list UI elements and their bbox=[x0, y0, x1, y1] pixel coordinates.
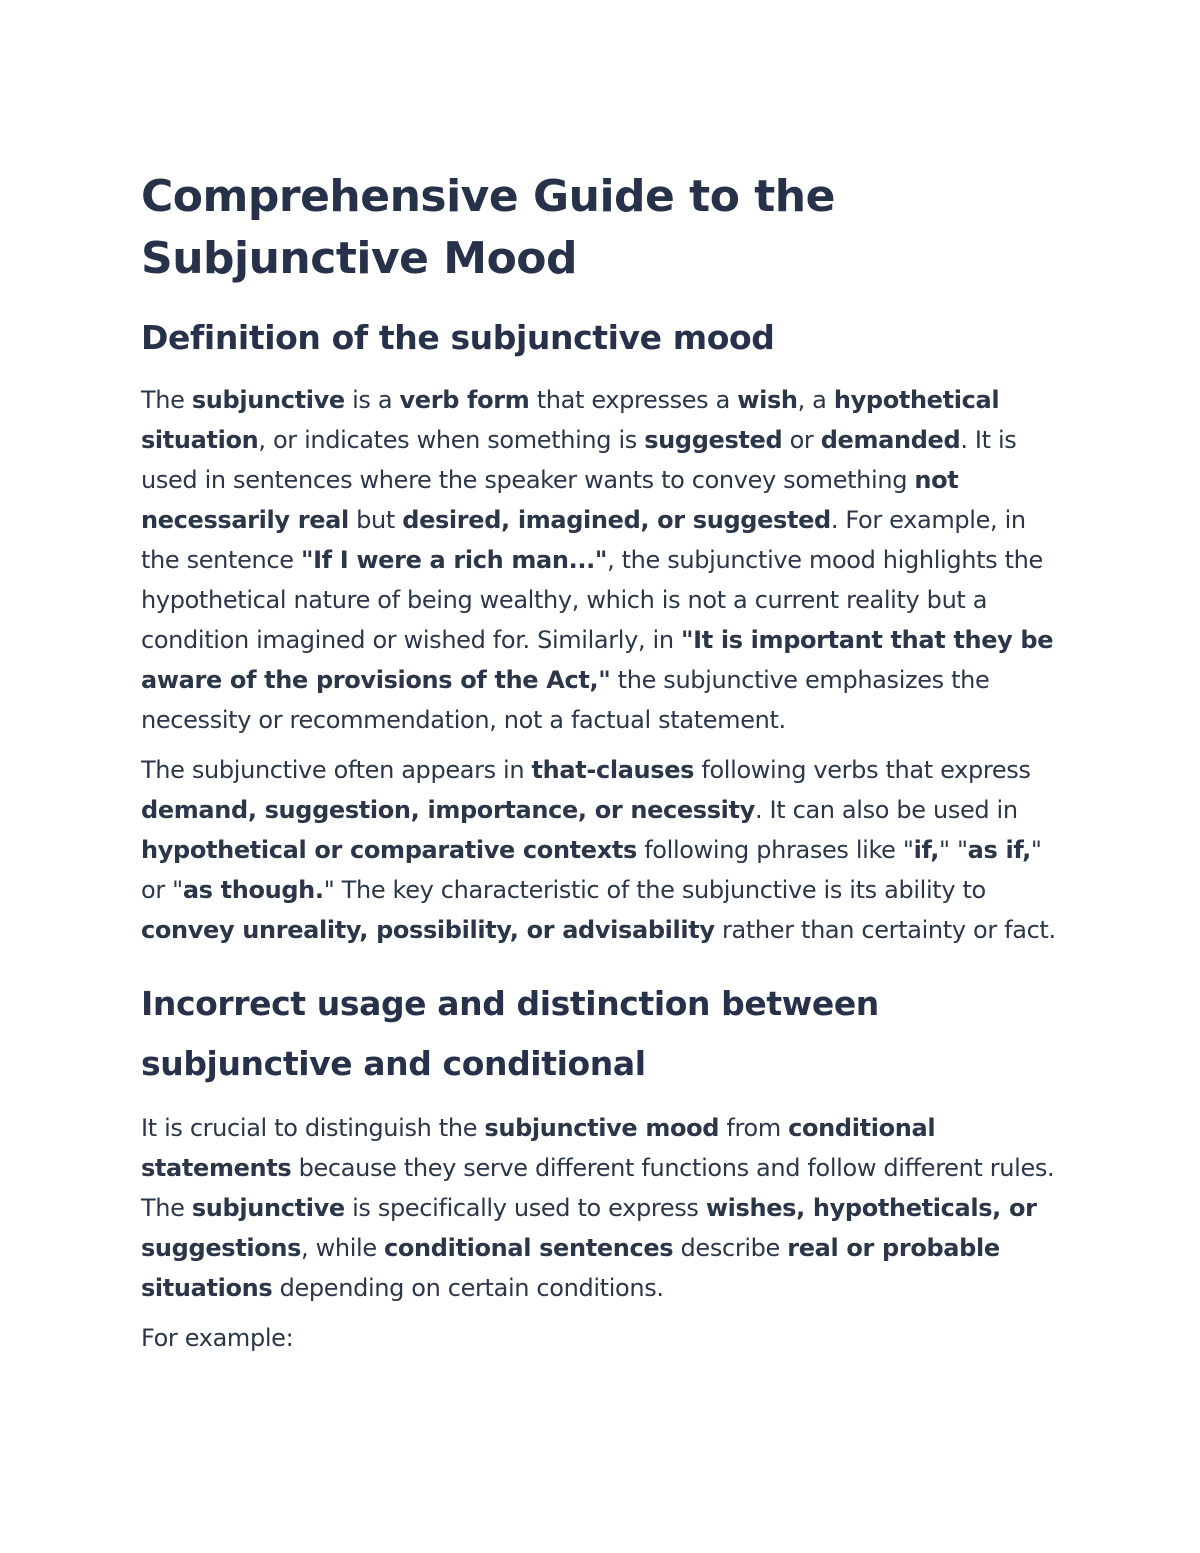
text-run: or bbox=[782, 426, 821, 454]
text-run: is a bbox=[344, 386, 400, 414]
page-title: Comprehensive Guide to the Subjunctive Mood bbox=[141, 171, 835, 284]
text-run: but bbox=[348, 506, 403, 534]
text-run: , while bbox=[301, 1234, 385, 1262]
text-run: " or " bbox=[141, 836, 1042, 904]
text-run: It is crucial to distinguish the bbox=[141, 1114, 485, 1142]
text-run: , a bbox=[797, 386, 834, 414]
text-run: following verbs that express bbox=[694, 756, 1031, 784]
text-run: because they serve different functions and follow different rules. The bbox=[141, 1154, 1055, 1222]
paragraph-definition-1 bbox=[141, 380, 1071, 740]
text-run: " The key characteristic of the subjunctive is its ability to bbox=[323, 876, 986, 904]
bold-text-run: real or probable situations bbox=[141, 1234, 1000, 1302]
document-content bbox=[141, 166, 1071, 1358]
bold-text-run: subjunctive bbox=[191, 386, 345, 414]
text-run: The subjunctive often appears in bbox=[141, 756, 532, 784]
text-run: the subjunctive emphasizes the necessity or recommendation, not a factual statement. bbox=[141, 666, 990, 734]
paragraph-definition-2 bbox=[141, 750, 1071, 950]
bold-text-run: subjunctive mood bbox=[484, 1114, 720, 1142]
bold-text-run: demand, suggestion, importance, or necessity bbox=[141, 796, 755, 824]
paragraph-for-example: For example: bbox=[141, 1324, 294, 1352]
section-heading-definition: Definition of the subjunctive mood bbox=[141, 318, 775, 357]
bold-text-run: verb form bbox=[399, 386, 530, 414]
bold-text-run: "It is important that they be aware of the provisions of the Act," bbox=[141, 626, 1054, 694]
text-run: , or indicates when something is bbox=[258, 426, 645, 454]
text-run: describe bbox=[673, 1234, 788, 1262]
bold-text-run: convey unreality, possibility, or advisability bbox=[141, 916, 715, 944]
bold-text-run: wishes, hypotheticals, or suggestions bbox=[141, 1194, 1037, 1262]
text-run: The bbox=[141, 386, 192, 414]
bold-text-run: hypothetical or comparative contexts bbox=[141, 836, 637, 864]
bold-text-run: subjunctive bbox=[191, 1194, 345, 1222]
bold-text-run: conditional statements bbox=[141, 1114, 936, 1182]
text-run: is specifically used to express bbox=[344, 1194, 706, 1222]
text-run: . It can also be used in bbox=[754, 796, 1018, 824]
bold-text-run: if, bbox=[913, 836, 939, 864]
text-run: . It is used in sentences where the speaker wants to convey something bbox=[141, 426, 1017, 494]
text-run: depending on certain conditions. bbox=[272, 1274, 664, 1302]
paragraph-distinction bbox=[141, 1108, 1071, 1308]
bold-text-run: not necessarily real bbox=[141, 466, 959, 534]
text-run: that expresses a bbox=[529, 386, 738, 414]
bold-text-run: demanded bbox=[820, 426, 961, 454]
text-run: from bbox=[719, 1114, 789, 1142]
bold-text-run: hypothetical situation bbox=[141, 386, 1000, 454]
bold-text-run: conditional sentences bbox=[384, 1234, 674, 1262]
bold-text-run: desired, imagined, or suggested bbox=[402, 506, 831, 534]
bold-text-run: wish bbox=[737, 386, 798, 414]
text-run: rather than certainty or fact. bbox=[714, 916, 1056, 944]
text-run: , the subjunctive mood highlights the hypothetical nature of being wealthy, which is not a current reality but a condition imagined or wished for. Similarly, in bbox=[141, 546, 1043, 654]
bold-text-run: "If I were a rich man..." bbox=[300, 546, 608, 574]
text-run: . For example, in the sentence bbox=[141, 506, 1026, 574]
bold-text-run: suggested bbox=[644, 426, 783, 454]
bold-text-run: as though. bbox=[182, 876, 324, 904]
section-heading-incorrect-usage: Incorrect usage and distinction between subjunctive and conditional bbox=[141, 984, 879, 1083]
text-run: " " bbox=[939, 836, 968, 864]
text-run: following phrases like " bbox=[636, 836, 914, 864]
bold-text-run: as if, bbox=[967, 836, 1031, 864]
bold-text-run: that-clauses bbox=[531, 756, 695, 784]
